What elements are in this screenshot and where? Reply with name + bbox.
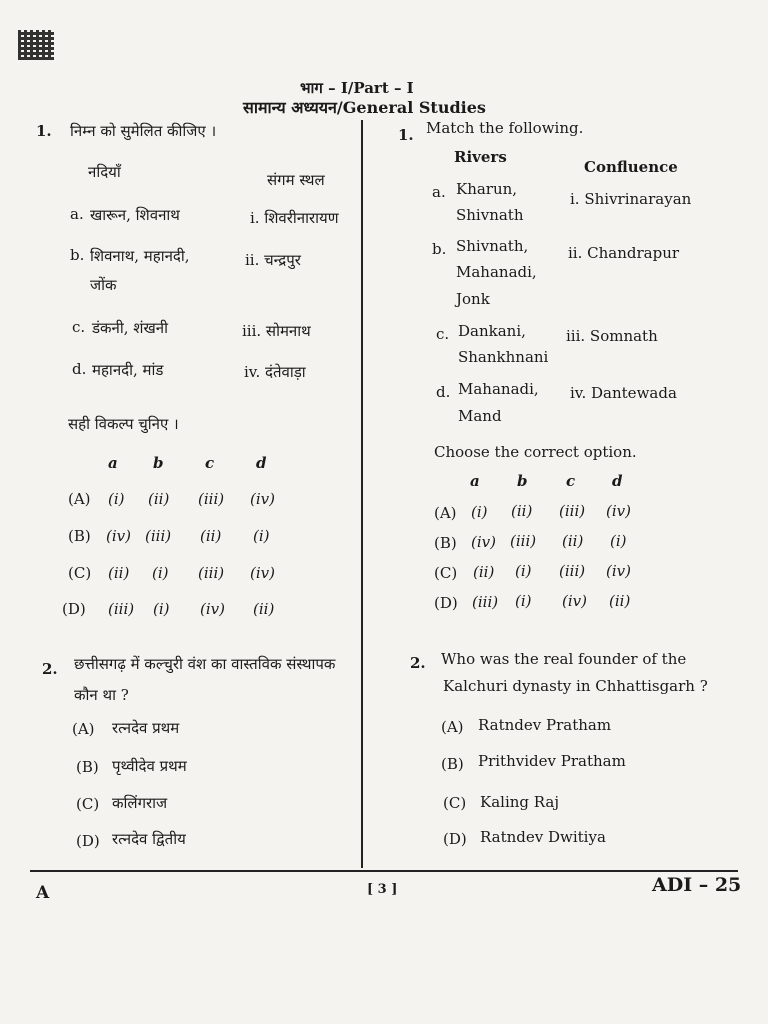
option-label: (B) <box>434 534 457 552</box>
item-text: Mahanadi, <box>458 380 539 398</box>
section-title: सामान्य अध्ययन/General Studies <box>243 98 486 117</box>
option-val: (i) <box>471 503 488 521</box>
option-val: (iv) <box>606 502 631 520</box>
item-label: b. <box>432 240 447 258</box>
question-number: 1. <box>36 122 52 140</box>
option-val: (ii) <box>108 564 130 582</box>
option-label: (A) <box>434 504 457 522</box>
question-text: Who was the real founder of the <box>441 650 687 668</box>
page-number: [ 3 ] <box>367 882 398 897</box>
column-heading-confluence: संगम स्थल <box>267 171 325 189</box>
option-val: (ii) <box>148 490 170 508</box>
item-text: Jonk <box>456 290 490 308</box>
footer-rule <box>30 870 738 872</box>
answer-col-b: b <box>517 472 528 490</box>
option-val: (i) <box>152 564 169 582</box>
item-text: Shivnath, <box>456 237 529 255</box>
option-label: (C) <box>443 794 467 812</box>
option-val: (iv) <box>562 592 587 610</box>
item-label: a. <box>432 183 446 201</box>
paper-code: ADI – 25 <box>652 874 742 896</box>
item-match: i. शिवरीनारायण <box>250 209 339 227</box>
option-label: (B) <box>76 758 99 776</box>
option-val: (iii) <box>559 502 586 520</box>
column-heading-rivers: नदियाँ <box>88 163 121 181</box>
item-match: ii. Chandrapur <box>568 244 680 262</box>
option-val: (ii) <box>253 600 275 618</box>
column-heading-rivers: Rivers <box>454 148 507 166</box>
option-val: (ii) <box>473 563 495 581</box>
option-label: (A) <box>441 718 464 736</box>
qr-code-icon <box>18 30 54 60</box>
item-match: iv. दंतेवाड़ा <box>244 363 306 381</box>
item-text: Mand <box>458 407 502 425</box>
option-text: रत्नदेव प्रथम <box>112 719 180 737</box>
option-label: (D) <box>434 594 458 612</box>
item-match: iii. सोमनाथ <box>242 322 311 340</box>
option-text: पृथ्वीदेव प्रथम <box>112 757 187 775</box>
question-number: 1. <box>398 126 414 144</box>
answer-col-c: c <box>205 454 215 472</box>
option-text: रत्नदेव द्वितीय <box>112 830 186 848</box>
question-text: छत्तीसगढ़ में कल्चुरी वंश का वास्तविक संस्थापक <box>74 655 336 673</box>
answer-col-a: a <box>108 454 118 472</box>
option-val: (iv) <box>106 527 131 545</box>
option-val: (i) <box>610 532 627 550</box>
option-label: (D) <box>62 600 86 618</box>
option-text: Kaling Raj <box>480 793 560 811</box>
instruction-text: Choose the correct option. <box>434 443 637 461</box>
option-val: (iv) <box>200 600 225 618</box>
booklet-series: A <box>36 883 50 903</box>
item-text: खारून, शिवनाथ <box>90 206 180 224</box>
option-val: (i) <box>515 562 532 580</box>
option-label: (A) <box>68 490 91 508</box>
item-match: iii. Somnath <box>566 327 658 345</box>
option-val: (iv) <box>250 564 275 582</box>
option-text: कलिंगराज <box>112 794 168 812</box>
question-text: Kalchuri dynasty in Chhattisgarh ? <box>443 677 708 695</box>
question-text: कौन था ? <box>74 686 129 704</box>
option-val: (i) <box>253 527 270 545</box>
option-val: (iii) <box>198 490 225 508</box>
option-val: (iv) <box>606 562 631 580</box>
item-text: Mahanadi, <box>456 263 537 281</box>
column-divider <box>361 120 363 868</box>
option-val: (iii) <box>510 532 537 550</box>
item-text: शिवनाथ, महानदी, <box>90 247 190 265</box>
item-text: Shivnath <box>456 206 524 224</box>
answer-col-d: d <box>612 472 623 490</box>
item-text: Kharun, <box>456 180 518 198</box>
option-val: (iii) <box>145 527 172 545</box>
option-val: (iv) <box>250 490 275 508</box>
question-text: निम्न को सुमेलित कीजिए । <box>70 122 217 140</box>
option-val: (ii) <box>562 532 584 550</box>
option-label: (C) <box>68 564 92 582</box>
option-val: (iii) <box>198 564 225 582</box>
item-text: Dankani, <box>458 322 526 340</box>
item-match: i. Shivrinarayan <box>570 190 692 208</box>
answer-col-c: c <box>566 472 576 490</box>
option-val: (iii) <box>108 600 135 618</box>
item-label: d. <box>436 383 451 401</box>
item-label: c. <box>72 318 86 336</box>
option-val: (i) <box>153 600 170 618</box>
item-label: b. <box>70 246 85 264</box>
question-text: Match the following. <box>426 119 584 137</box>
option-val: (ii) <box>511 502 533 520</box>
option-label: (C) <box>434 564 458 582</box>
item-match: ii. चन्द्रपुर <box>245 251 301 269</box>
option-val: (ii) <box>200 527 222 545</box>
question-number: 2. <box>410 654 426 672</box>
item-label: d. <box>72 360 87 378</box>
item-match: iv. Dantewada <box>570 384 677 402</box>
option-text: Prithvidev Pratham <box>478 752 626 770</box>
option-val: (ii) <box>609 592 631 610</box>
answer-col-d: d <box>256 454 267 472</box>
option-label: (D) <box>76 832 100 850</box>
item-text: महानदी, मांड <box>92 361 164 379</box>
item-text: Shankhnani <box>458 348 549 366</box>
answer-col-a: a <box>470 472 480 490</box>
option-label: (D) <box>443 830 467 848</box>
option-label: (B) <box>441 755 464 773</box>
option-text: Ratndev Pratham <box>478 716 612 734</box>
option-val: (i) <box>108 490 125 508</box>
option-val: (iv) <box>471 533 496 551</box>
column-heading-confluence: Confluence <box>584 158 678 176</box>
item-text: डंकनी, शंखनी <box>92 319 168 337</box>
option-label: (B) <box>68 527 91 545</box>
answer-col-b: b <box>153 454 164 472</box>
option-val: (i) <box>515 592 532 610</box>
instruction-text: सही विकल्प चुनिए । <box>68 415 179 433</box>
option-label: (A) <box>72 720 95 738</box>
option-val: (iii) <box>559 562 586 580</box>
item-label: c. <box>436 325 450 343</box>
option-val: (iii) <box>472 593 499 611</box>
question-number: 2. <box>42 660 58 678</box>
option-text: Ratndev Dwitiya <box>480 828 606 846</box>
option-label: (C) <box>76 795 100 813</box>
item-text-cont: जोंक <box>90 276 117 294</box>
part-heading: भाग – I/Part – I <box>300 79 414 97</box>
item-label: a. <box>70 205 84 223</box>
